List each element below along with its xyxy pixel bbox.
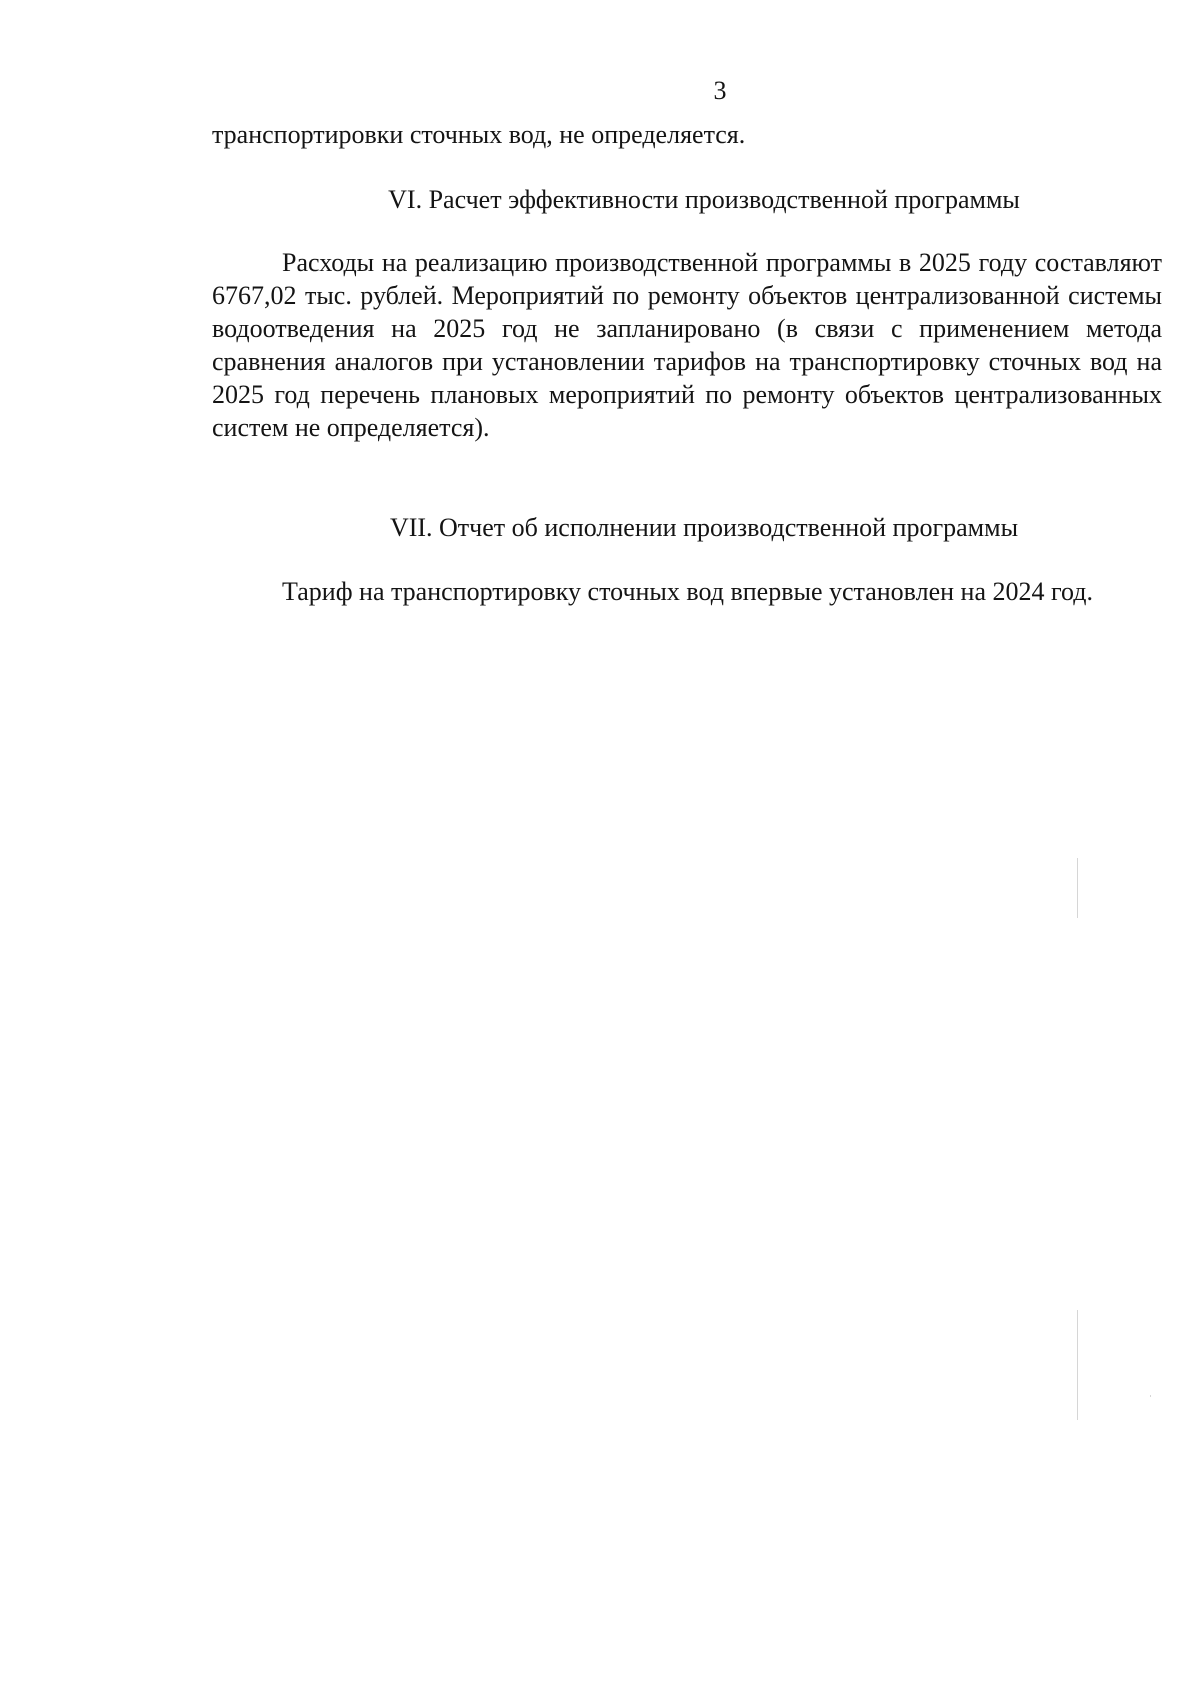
section-7-paragraph: Тариф на транспортировку сточных вод впервые установлен на 2024 год. <box>282 577 1093 606</box>
section-7-heading: VII. Отчет об исполнении производственной программы <box>389 513 1019 542</box>
scan-speck <box>1150 1395 1151 1397</box>
scan-speck <box>1077 1310 1078 1420</box>
section-6-paragraph: Расходы на реализацию производственной программы в 2025 году составляют 6767,02 тыс. рублей. Мероприятий по ремонту объектов централизованной системы водоотведения на 2025 год не запланировано (в связи с применением метода сравнения аналогов при установлении тарифов на транспортировку сточных вод на 2025 год перечень плановых мероприятий по ремонту объектов централизованных систем не определяется). <box>212 248 1162 442</box>
continuation-text: транспортировки сточных вод, не определяется. <box>212 120 746 149</box>
scan-speck <box>1077 858 1078 918</box>
section-6-heading: VI. Расчет эффективности производственной программы <box>388 185 1020 214</box>
page-number: 3 <box>713 76 727 105</box>
